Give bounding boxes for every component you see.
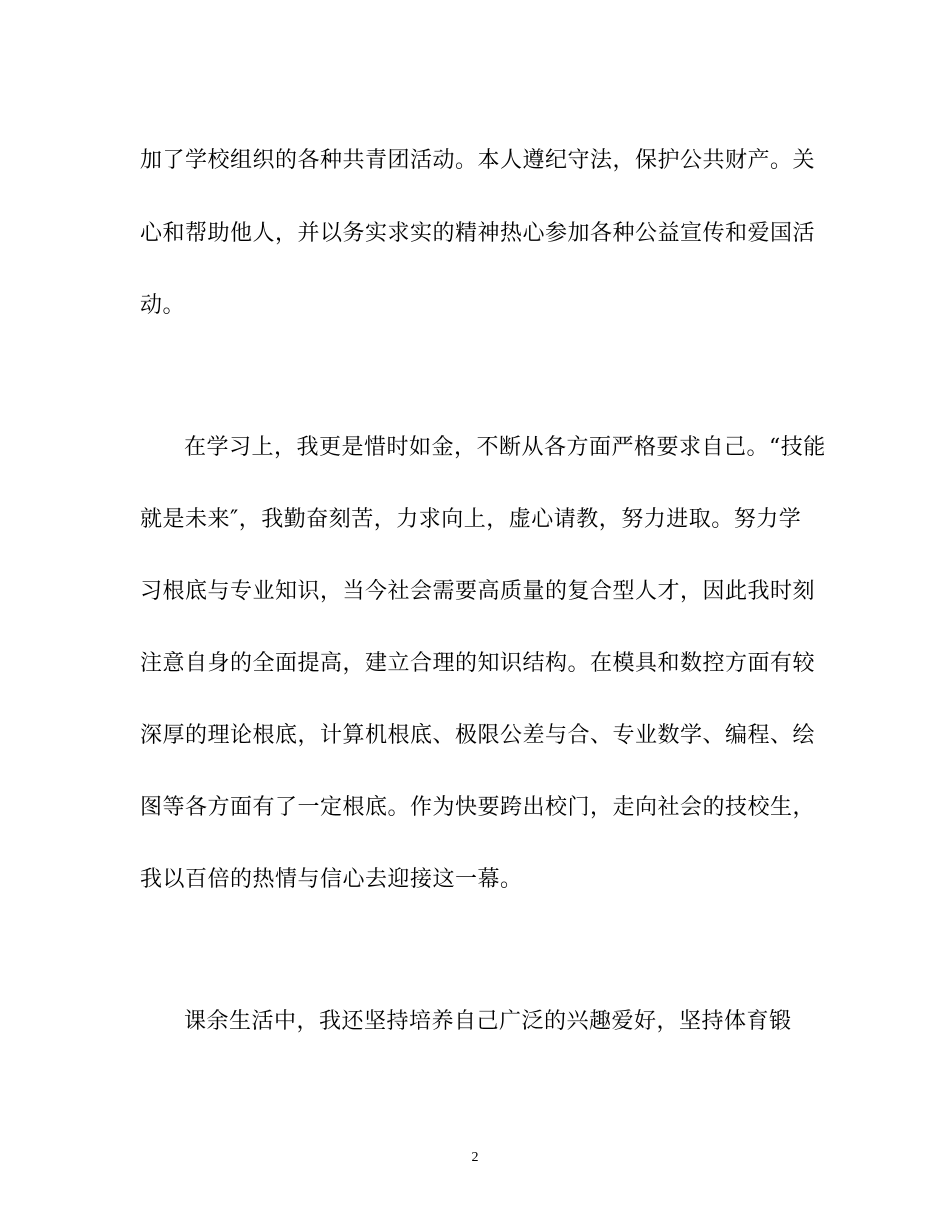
paragraph-1-line-1: 加了学校组织的各种共青团活动。本人遵纪守法，保护公共财产。关 <box>140 148 816 173</box>
paragraph-2-line-5: 深厚的理论根底，计算机根底、极限公差与合、专业数学、编程、绘 <box>140 723 816 748</box>
paragraph-2-line-7: 我以百倍的热情与信心去迎接这一幕。 <box>140 867 523 892</box>
paragraph-2-line-1: 在学习上，我更是惜时如金，不断从各方面严格要求自己。“技能 <box>184 435 826 460</box>
paragraph-2-line-6: 图等各方面有了一定根底。作为快要跨出校门，走向社会的技校生， <box>140 795 816 820</box>
paragraph-2-line-3: 习根底与专业知识，当今社会需要高质量的复合型人才，因此我时刻 <box>140 579 816 604</box>
page-number: 2 <box>471 1150 479 1165</box>
paragraph-2-line-4: 注意自身的全面提高，建立合理的知识结构。在模具和数控方面有较 <box>140 651 816 676</box>
paragraph-1-line-3: 动。 <box>140 293 186 318</box>
paragraph-3-line-1: 课余生活中，我还坚持培养自己广泛的兴趣爱好，坚持体育锻 <box>184 1009 792 1034</box>
paragraph-1-line-2: 心和帮助他人，并以务实求实的精神热心参加各种公益宣传和爱国活 <box>140 221 816 246</box>
paragraph-2-line-2: 就是未来″，我勤奋刻苦，力求向上，虚心请教，努力进取。努力学 <box>140 507 802 532</box>
